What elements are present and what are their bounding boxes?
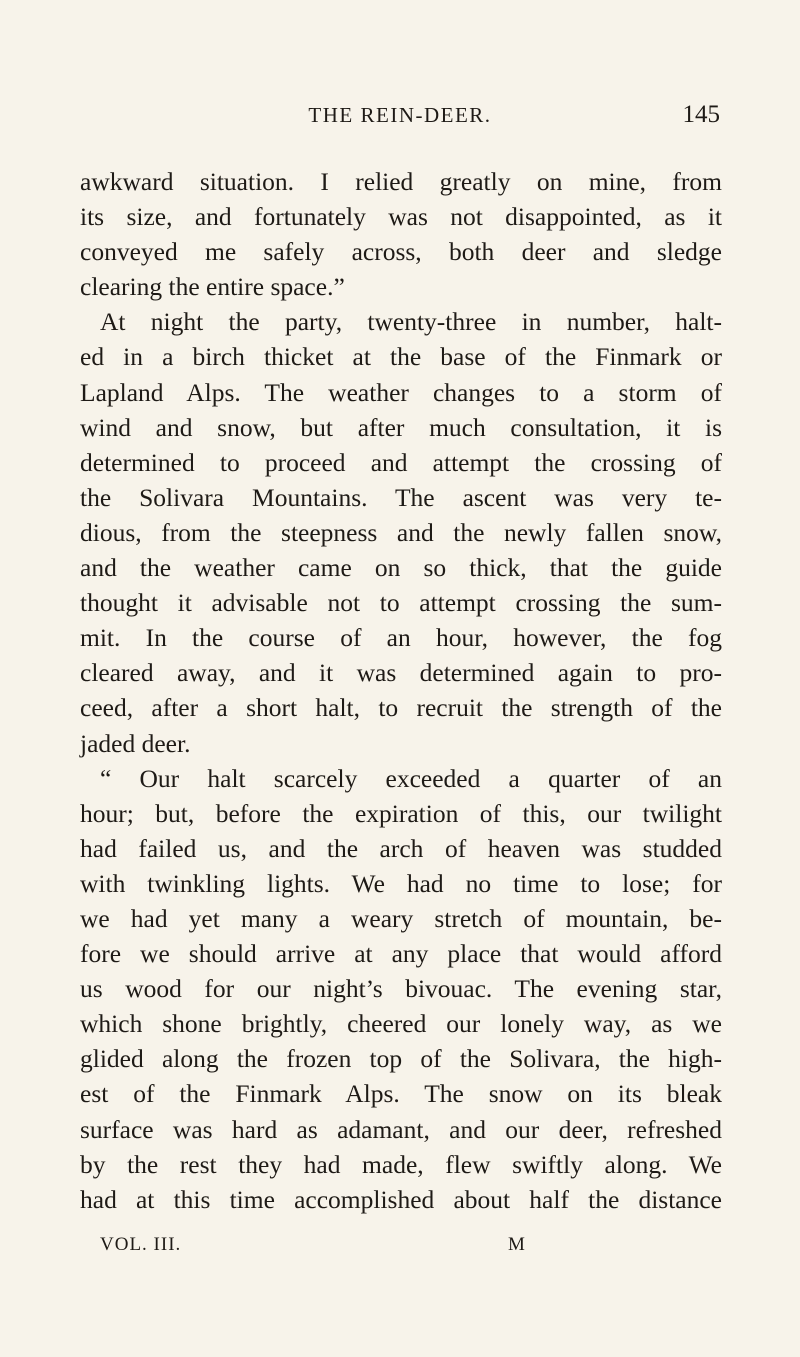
text-line: had at this time accomplished about half the distance (80, 1184, 722, 1214)
text-line: awkward situation. I relied greatly on mine, from (80, 167, 722, 196)
text-line: glided along the frozen top of the Solivara, the high- (80, 1044, 722, 1074)
text-line: ed in a birch thicket at the base of the Finmark or (80, 342, 722, 372)
text-line: and the weather came on so thick, that the guide (80, 553, 722, 583)
text-line: its size, and fortunately was not disappointed, as it (80, 202, 722, 232)
text-line: est of the Finmark Alps. The snow on its bleak (80, 1079, 722, 1109)
text-line: Lapland Alps. The weather changes to a storm of (80, 377, 722, 407)
text-line: jaded deer. (80, 728, 191, 758)
text-line: ceed, after a short halt, to recruit the strength of the (80, 693, 722, 723)
text-line: fore we should arrive at any place that would afford (80, 939, 722, 969)
text-line: with twinkling lights. We had no time to lose; for (80, 868, 722, 898)
volume-label: VOL. III. (100, 1234, 182, 1255)
text-line: “ Our halt scarcely exceeded a quarter of an (100, 763, 722, 793)
page-footer (100, 1230, 620, 1260)
text-line: the Solivara Mountains. The ascent was very te- (80, 482, 722, 512)
text-line: At night the party, twenty-three in number, halt- (100, 307, 722, 337)
text-line: surface was hard as adamant, and our deer, refreshed (80, 1114, 722, 1144)
text-line: clearing the entire space.” (80, 272, 345, 302)
text-line: wind and snow, but after much consultation, it is (80, 412, 722, 442)
text-line: had failed us, and the arch of heaven was studded (80, 833, 722, 863)
page-number: 145 (682, 101, 720, 128)
text-line: cleared away, and it was determined again to pro- (80, 658, 722, 688)
running-head (80, 98, 720, 132)
signature-mark: M (508, 1234, 526, 1255)
text-line: dious, from the steepness and the newly fallen snow, (80, 517, 722, 547)
running-title: THE REIN-DEER. (308, 103, 492, 127)
text-line: by the rest they had made, flew swiftly along. We (80, 1149, 722, 1179)
text-line: mit. In the course of an hour, however, the fog (80, 623, 722, 653)
text-line: which shone brightly, cheered our lonely way, as we (80, 1009, 722, 1039)
text-line: hour; but, before the expiration of this, our twilight (80, 798, 722, 828)
text-line: we had yet many a weary stretch of mountain, be- (80, 903, 722, 933)
text-line: determined to proceed and attempt the crossing of (80, 447, 722, 477)
text-line: thought it advisable not to attempt crossing the sum- (80, 588, 722, 618)
text-line: us wood for our night’s bivouac. The evening star, (80, 974, 722, 1004)
text-line: conveyed me safely across, both deer and sledge (80, 237, 722, 267)
body-text (80, 164, 722, 1217)
